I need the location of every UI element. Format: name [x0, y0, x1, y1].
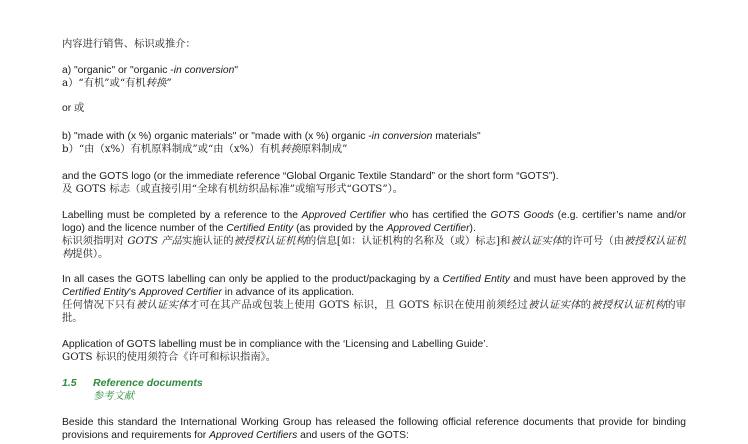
application-en: Application of GOTS labelling must be in compliance with the ‘Licensing and Labelling Guide’. — [62, 339, 489, 350]
option-a-zh: a）“有机”或“有机转换” — [62, 77, 172, 89]
section-number: 1.5 — [62, 377, 77, 389]
reference-intro: Beside this standard the International Working Group has released the following official reference documents that provide for binding provisions and requirements for Approved Certifiers and users of the GOTS: — [62, 417, 686, 441]
application-zh: GOTS 标识的使用须符合《许可和标识指南》。 — [62, 351, 277, 363]
option-b-en: b) "made with (x %) organic materials" or "made with (x %) organic -in conversion materials" — [62, 131, 481, 142]
section-title-en: Reference documents — [93, 377, 203, 389]
option-b-zh: b）“由（x%）有机原料制成”或“由（x%）有机转换原料制成” — [62, 143, 348, 155]
option-a-en: a) "organic" or "organic -in conversion" — [62, 65, 239, 76]
all-cases-en: In all cases the GOTS labelling can only be applied to the product/packaging by a Certified Entity and must have been approved by the Certified Entity's Approved Certifier in advance of its application. — [62, 274, 686, 298]
or-separator: or 或 — [62, 103, 85, 114]
logo-en: and the GOTS logo (or the immediate reference “Global Organic Textile Standard” or the short form “GOTS”). — [62, 171, 559, 182]
section-heading — [62, 377, 686, 390]
labelling-zh: 标识须指明对 GOTS 产品实施认证的被授权认证机构的信息[如：认证机构的名称及（或）标志]和被认证实体的许可号（由被授权认证机构提供）。 — [62, 235, 687, 260]
section-title-zh: 参考文献 — [93, 390, 135, 402]
labelling-en: Labelling must be completed by a reference to the Approved Certifier who has certified the GOTS Goods (e.g. certifier’s name and/or logo) and the licence number of the Certified Entity (as provided by the Approved Certifier). — [62, 210, 687, 234]
all-cases-zh: 任何情况下只有被认证实体才可在其产品或包装上使用 GOTS 标识，且 GOTS 标识在使用前须经过被认证实体的被授权认证机构的审批。 — [62, 299, 687, 324]
intro-line: 内容进行销售、标识或推介： — [62, 38, 196, 50]
logo-zh: 及 GOTS 标志（或直接引用“全球有机纺织品标准”或缩写形式“GOTS”）。 — [62, 183, 404, 195]
